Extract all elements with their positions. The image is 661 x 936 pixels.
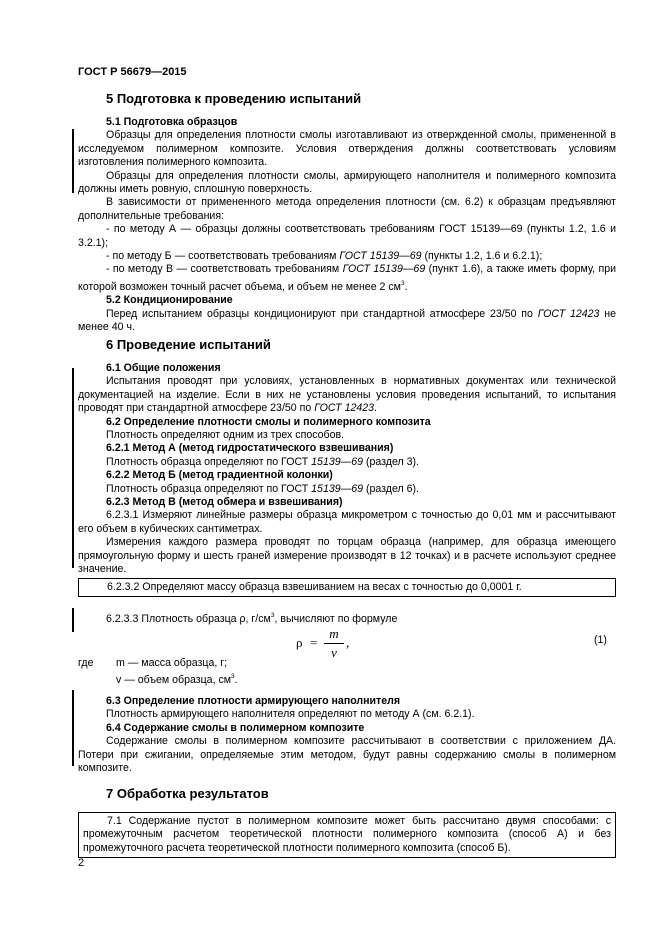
paragraph <box>78 456 616 469</box>
section-5-title: 5 Подготовка к проведению испытаний <box>106 91 362 106</box>
standard-reference: ГОСТ 15139—69 <box>342 263 426 276</box>
change-bar <box>72 690 74 766</box>
list-item <box>78 263 616 294</box>
standard-reference: ГОСТ 12423 <box>537 307 600 320</box>
change-bar <box>72 608 74 632</box>
text-run: Испытания проводят при условиях, установленных в нормативных документах или технической документацией на изделие. Если в них не установлены условия проведения испытаний, то испытания проводят при стандартной атмосфере 23/50 по <box>78 375 616 415</box>
formula-denominator: v <box>331 645 337 660</box>
paragraph: В зависимости от примененного метода определения плотности (см. 6.2) к образцам предъявляют дополнительные требования: <box>78 196 616 222</box>
document-code: ГОСТ Р 56679—2015 <box>78 66 187 78</box>
subsection-5-1-title: 5.1 Подготовка образцов <box>106 116 238 128</box>
superscript: 3 <box>270 612 275 619</box>
text-run: . <box>404 280 408 293</box>
paragraph: 6.2.3.1 Измеряют линейные размеры образца микрометром с точностью до 0,01 мм и рассчитывают его объем в кубических сантиметрах. <box>78 509 616 535</box>
framed-paragraph <box>78 578 616 597</box>
formula <box>276 624 396 660</box>
legend-row <box>78 657 578 670</box>
subsection-6-2-title: 6.2 Определение плотности смолы и полимерного композита <box>106 415 431 428</box>
text-run: 6.2.3.3 Плотность образца ρ, г/см <box>106 613 271 625</box>
legend-m: m — масса образца, г; <box>116 657 228 669</box>
text-run: . <box>374 402 377 415</box>
text-run: Перед испытанием образцы кондиционируют при стандартной атмосфере 23/50 по <box>106 307 538 320</box>
subsection-6-2-2-title: 6.2.2 Метод Б (метод градиентной колонки) <box>106 469 333 482</box>
subsection-6-3-title: 6.3 Определение плотности армирующего наполнителя <box>106 695 401 707</box>
paragraph: 7.1 Содержание пустот в полимерном композите может быть рассчитано двумя способами: с промежуточным расчетом теоретической плотности полимерного композита (способ А) и без промежуточного расчета теоретической плотности полимерного композита (способ Б). <box>83 815 611 854</box>
legend-row <box>78 670 578 687</box>
where-label: где <box>78 657 94 669</box>
list-item: - по методу А — образцы должны соответствовать требованиям ГОСТ 15139—69 (пункты 1.2, 1.6 и 3.2.1); <box>78 223 616 249</box>
page-number: 2 <box>78 857 85 869</box>
text-run: , вычисляют по формуле <box>274 613 398 625</box>
formula-legend <box>78 657 578 688</box>
standard-reference: ГОСТ 12423 <box>314 402 375 415</box>
section-6-title: 6 Проведение испытаний <box>106 337 271 352</box>
paragraph: Содержание смолы в полимерном композите рассчитывают в соответствии с приложением ДА. Потери при сжигании, определяемые этим методом, будут равны содержанию смолы в полимерном композите. <box>78 735 616 775</box>
standard-reference: 15139—69 <box>311 482 363 495</box>
section-6-end <box>78 695 616 775</box>
text-run: (раздел 3). <box>363 455 419 468</box>
standard-reference: 15139—69 <box>311 455 363 468</box>
standard-reference: ГОСТ 15139—69 <box>339 250 422 263</box>
paragraph <box>78 308 616 335</box>
change-bar <box>72 368 74 568</box>
text-run: Плотность образца определяют по ГОСТ <box>106 455 312 468</box>
paragraph: Измерения каждого размера проводят по торцам образца (например, для образца имеющего прямоугольную форму и шесть граней измерение производят в 12 точках) и в расчете используют среднее значение. <box>78 536 616 576</box>
paragraph: Образцы для определения плотности смолы, армирующего наполнителя и полимерного композита должны иметь ровную, сплошную поверхность. <box>78 169 616 196</box>
change-bar <box>72 129 74 193</box>
subsection-6-2-3-title: 6.2.3 Метод В (метод обмера и взвешивания) <box>106 496 343 509</box>
subsection-6-4-title: 6.4 Содержание смолы в полимерном композите <box>106 721 365 734</box>
framed-paragraph <box>78 812 616 858</box>
paragraph: Образцы для определения плотности смолы изготавливают из отвержденной смолы, примененной в исследуемом полимерном композите. Условия отверждения должны соответствовать условиям изготовления полимерного композита. <box>78 129 616 169</box>
text-run: . <box>234 674 238 687</box>
text-run: (раздел 6). <box>363 482 419 495</box>
paragraph: 6.2.3.2 Определяют массу образца взвешиванием на весах с точностью до 0,0001 г. <box>107 581 522 593</box>
paragraph: Плотность определяют одним из трех способов. <box>106 429 345 442</box>
list-item <box>78 250 616 263</box>
paragraph <box>78 375 616 415</box>
section-5-body <box>78 116 616 335</box>
formula-equals: = <box>310 635 318 650</box>
text-run: не менее 40 ч. <box>78 307 616 334</box>
formula-fraction <box>324 626 344 661</box>
superscript: 3 <box>400 279 405 287</box>
formula-comma: , <box>346 635 350 650</box>
subsection-6-2-1-title: 6.2.1 Метод А (метод гидростатического взвешивания) <box>106 442 394 455</box>
text-run: - по методу В — соответствовать требованиям <box>106 263 343 276</box>
subsection-5-2-title: 5.2 Кондиционирование <box>106 294 233 307</box>
legend-v: v — объем образца, см <box>116 674 232 687</box>
paragraph: Плотность армирующего наполнителя определяют по методу А (см. 6.2.1). <box>106 708 475 721</box>
subsection-6-1-title: 6.1 Общие положения <box>106 362 221 374</box>
section-6-body <box>78 362 616 577</box>
text-run: (пункт 1.6), а также иметь форму, при которой возможен точный расчет объема, и объем не менее 2 см <box>78 263 617 293</box>
text-run: Плотность образца определяют по ГОСТ <box>106 482 312 495</box>
formula-numerator: m <box>324 626 344 644</box>
text-run: - по методу Б — соответствовать требованиям <box>106 250 340 263</box>
equation-number: (1) <box>594 634 607 646</box>
paragraph <box>78 483 616 496</box>
section-7-title: 7 Обработка результатов <box>106 786 269 801</box>
superscript: 3 <box>231 673 235 681</box>
text-run: (пункты 1.2, 1.6 и 6.2.1); <box>421 250 543 263</box>
formula-lhs: ρ <box>296 635 303 650</box>
